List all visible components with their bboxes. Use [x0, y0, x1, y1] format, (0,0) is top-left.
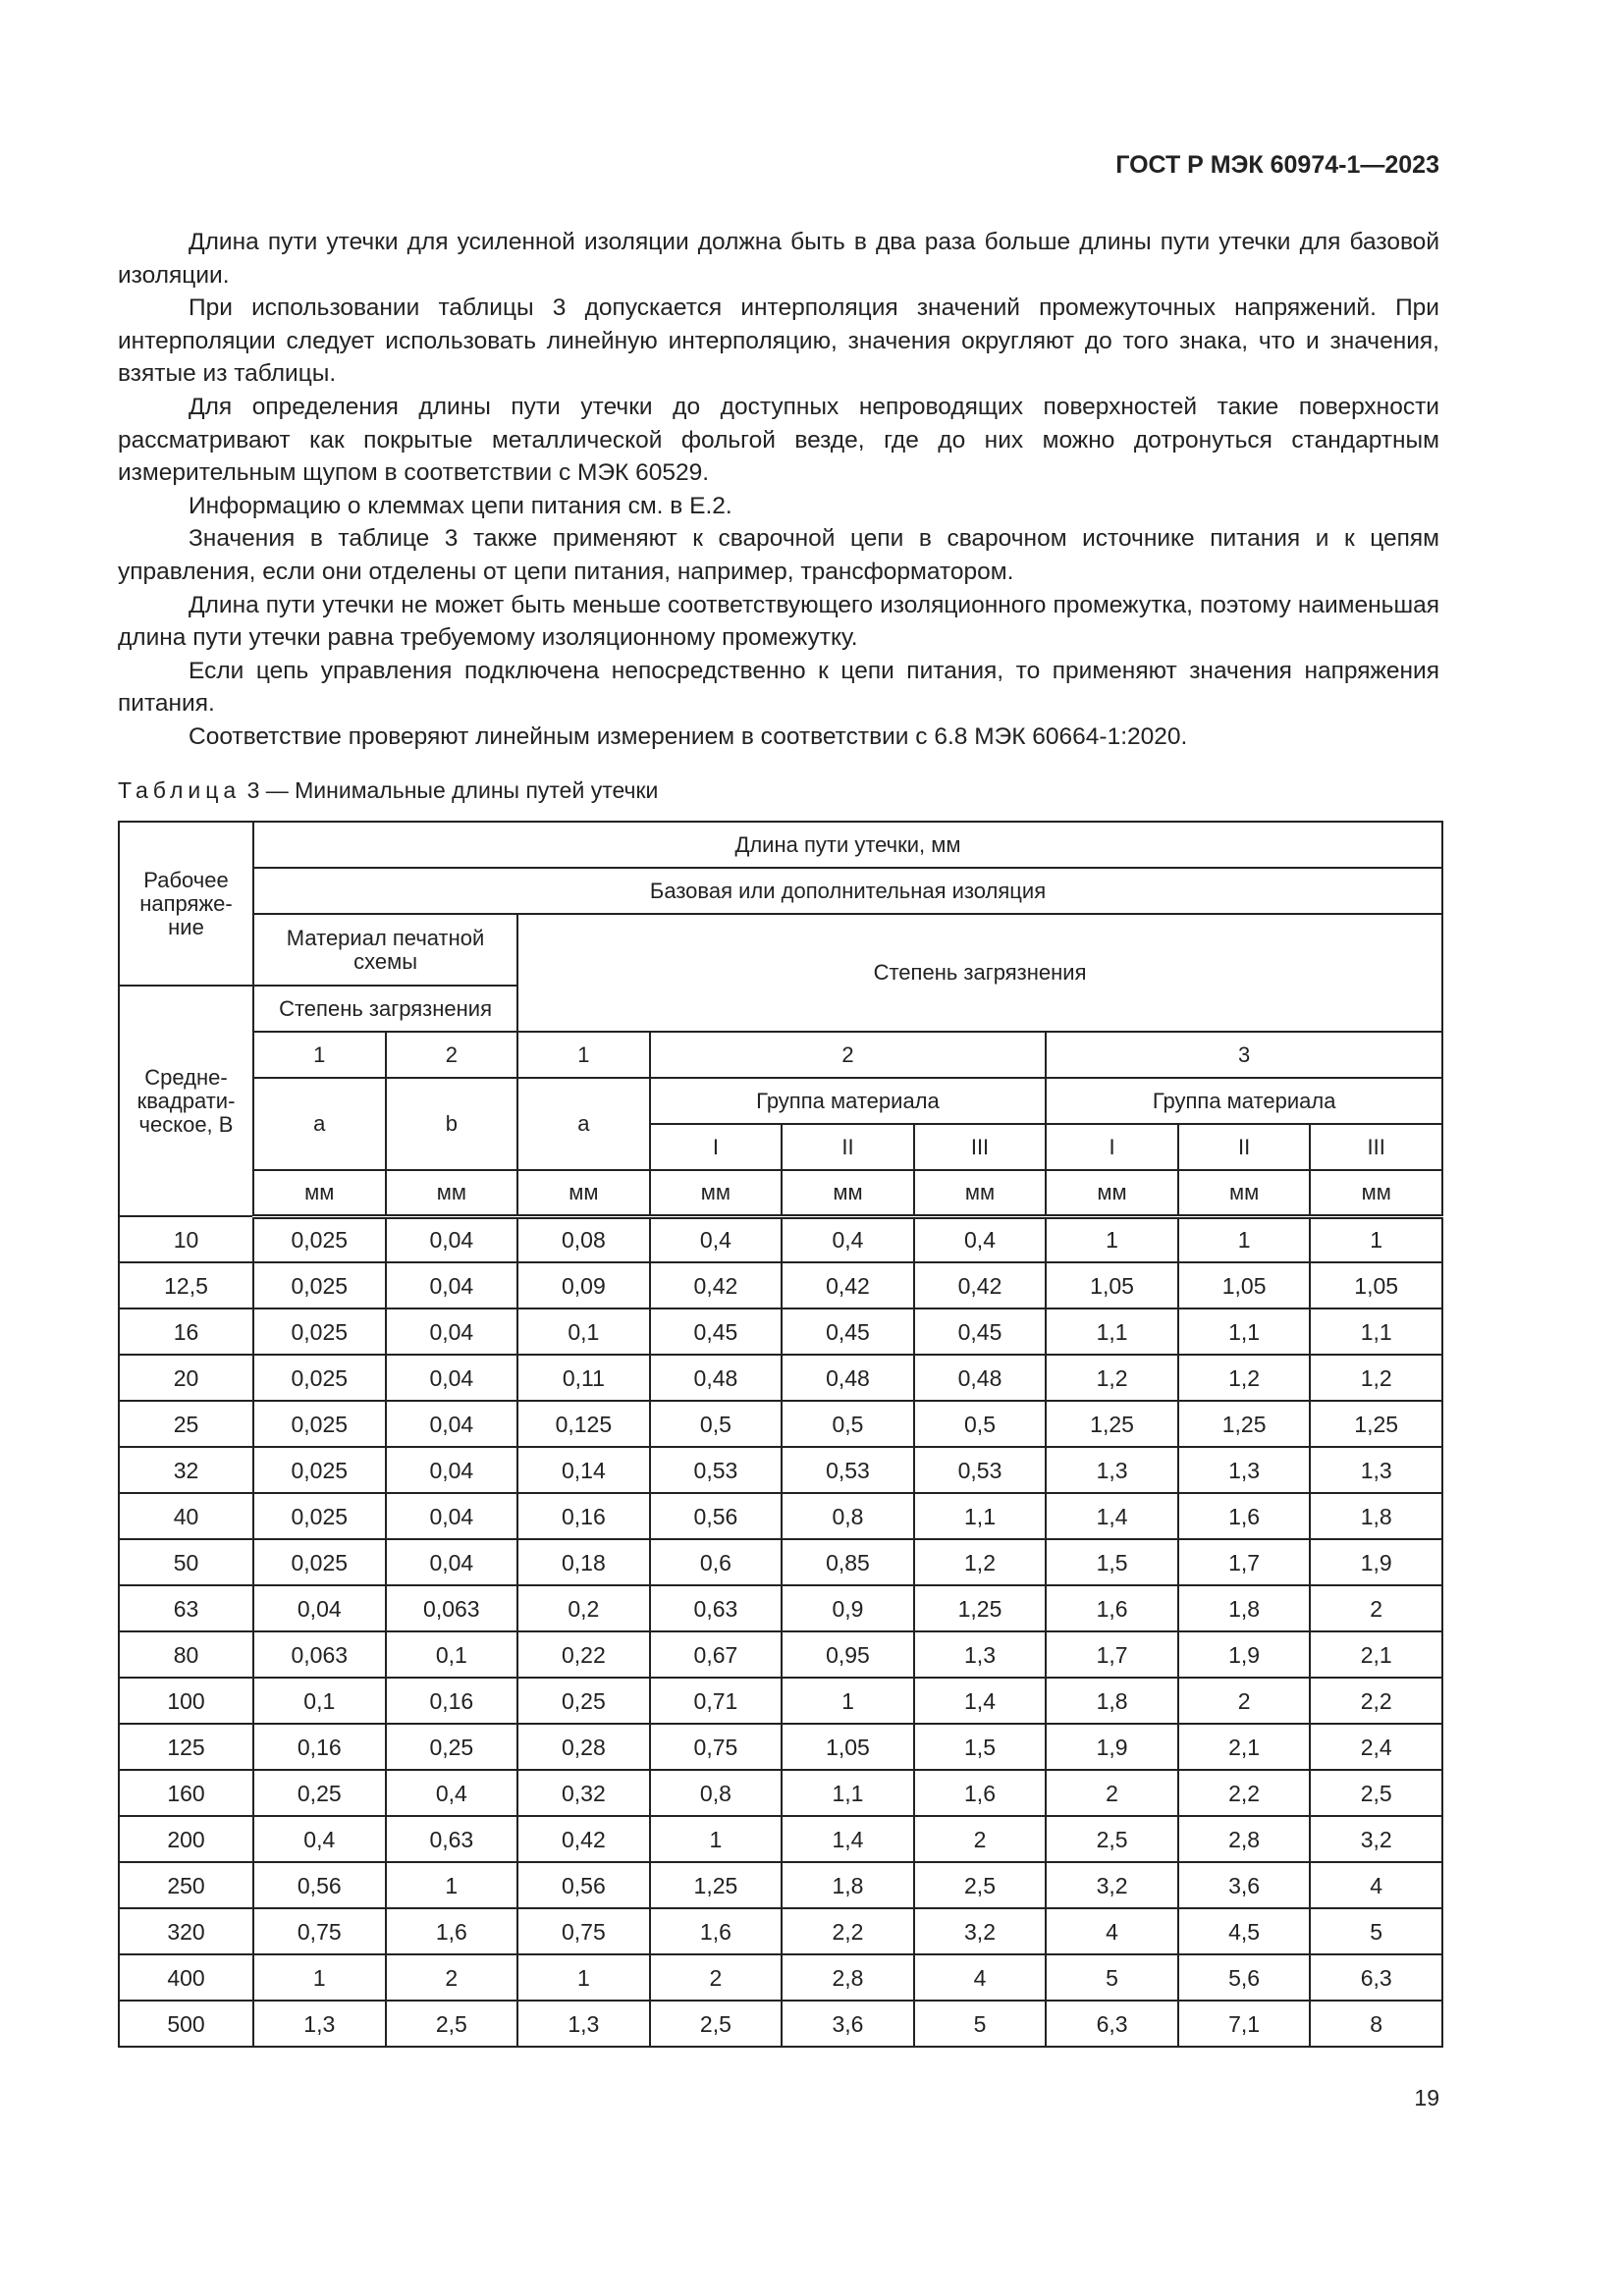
- value-cell: 2,5: [1310, 1770, 1442, 1816]
- value-cell: 1,2: [1178, 1355, 1311, 1401]
- value-cell: 1,9: [1046, 1724, 1178, 1770]
- value-cell: 0,63: [386, 1816, 518, 1862]
- header-working-voltage: Рабочее напряже-ние: [119, 822, 253, 986]
- value-cell: 0,42: [914, 1262, 1047, 1308]
- value-cell: 0,32: [517, 1770, 650, 1816]
- value-cell: 2: [1046, 1770, 1178, 1816]
- value-cell: 1,25: [650, 1862, 783, 1908]
- value-cell: 6,3: [1310, 1954, 1442, 2001]
- value-cell: 0,04: [386, 1401, 518, 1447]
- paragraph: Информацию о клеммах цепи питания см. в Е.2.: [189, 492, 732, 519]
- value-cell: 1,3: [1046, 1447, 1178, 1493]
- value-cell: 0,11: [517, 1355, 650, 1401]
- value-cell: 1: [386, 1862, 518, 1908]
- value-cell: 1,4: [1046, 1493, 1178, 1539]
- value-cell: 2: [1178, 1678, 1311, 1724]
- value-cell: 0,063: [386, 1585, 518, 1631]
- value-cell: 0,2: [517, 1585, 650, 1631]
- value-cell: 1,5: [914, 1724, 1047, 1770]
- voltage-cell: 200: [119, 1816, 253, 1862]
- value-cell: 0,75: [650, 1724, 783, 1770]
- page-number: 19: [1414, 2085, 1439, 2110]
- value-cell: 0,95: [782, 1631, 914, 1678]
- value-cell: 0,67: [650, 1631, 783, 1678]
- header-pcb-material: Материал печатной схемы: [253, 914, 517, 986]
- value-cell: 0,48: [782, 1355, 914, 1401]
- value-cell: 0,53: [914, 1447, 1047, 1493]
- value-cell: 1,8: [1046, 1678, 1178, 1724]
- voltage-cell: 12,5: [119, 1262, 253, 1308]
- value-cell: 2,2: [1310, 1678, 1442, 1724]
- body-text: [118, 226, 1439, 754]
- table-row: [119, 1724, 1442, 1770]
- value-cell: 2: [386, 1954, 518, 2001]
- voltage-cell: 320: [119, 1908, 253, 1954]
- value-cell: 1,6: [1046, 1585, 1178, 1631]
- value-cell: 0,4: [253, 1816, 386, 1862]
- value-cell: 1,1: [1046, 1308, 1178, 1355]
- value-cell: 1,3: [253, 2001, 386, 2047]
- table-row: [119, 1585, 1442, 1631]
- unit: мм: [650, 1170, 783, 1216]
- value-cell: 0,4: [914, 1216, 1047, 1262]
- value-cell: 1,9: [1178, 1631, 1311, 1678]
- value-cell: 4: [914, 1954, 1047, 2001]
- value-cell: 0,04: [386, 1493, 518, 1539]
- value-cell: 1,8: [782, 1862, 914, 1908]
- value-cell: 0,025: [253, 1493, 386, 1539]
- value-cell: 0,09: [517, 1262, 650, 1308]
- value-cell: 0,025: [253, 1216, 386, 1262]
- table-row: [119, 1539, 1442, 1585]
- value-cell: 0,5: [782, 1401, 914, 1447]
- value-cell: 0,85: [782, 1539, 914, 1585]
- value-cell: 0,025: [253, 1262, 386, 1308]
- voltage-cell: 50: [119, 1539, 253, 1585]
- value-cell: 0,04: [253, 1585, 386, 1631]
- value-cell: 2: [650, 1954, 783, 2001]
- value-cell: 3,6: [1178, 1862, 1311, 1908]
- value-cell: 2,2: [1178, 1770, 1311, 1816]
- voltage-cell: 63: [119, 1585, 253, 1631]
- unit: мм: [517, 1170, 650, 1216]
- value-cell: 1,7: [1178, 1539, 1311, 1585]
- header-row: [119, 1032, 1442, 1078]
- value-cell: 0,16: [386, 1678, 518, 1724]
- voltage-cell: 16: [119, 1308, 253, 1355]
- value-cell: 5: [914, 2001, 1047, 2047]
- value-cell: 0,4: [782, 1216, 914, 1262]
- value-cell: 1: [650, 1816, 783, 1862]
- voltage-cell: 20: [119, 1355, 253, 1401]
- value-cell: 1,05: [1310, 1262, 1442, 1308]
- header-group: I: [1046, 1124, 1178, 1170]
- value-cell: 2,2: [782, 1908, 914, 1954]
- value-cell: 1,2: [1310, 1355, 1442, 1401]
- value-cell: 1,05: [782, 1724, 914, 1770]
- value-cell: 1,7: [1046, 1631, 1178, 1678]
- value-cell: 0,75: [517, 1908, 650, 1954]
- paragraph: Длина пути утечки для усиленной изоляции должна быть в два раза больше длины пути утечки для базовой изоляции.: [118, 229, 1439, 289]
- value-cell: 0,22: [517, 1631, 650, 1678]
- table-row: [119, 1862, 1442, 1908]
- value-cell: 2,5: [650, 2001, 783, 2047]
- header-creepage-length: Длина пути утечки, мм: [253, 822, 1442, 868]
- value-cell: 1,6: [386, 1908, 518, 1954]
- value-cell: 1: [1178, 1216, 1311, 1262]
- value-cell: 6,3: [1046, 2001, 1178, 2047]
- value-cell: 2,1: [1310, 1631, 1442, 1678]
- voltage-cell: 400: [119, 1954, 253, 2001]
- value-cell: 1,3: [1310, 1447, 1442, 1493]
- value-cell: 5: [1046, 1954, 1178, 2001]
- value-cell: 0,4: [650, 1216, 783, 1262]
- value-cell: 0,14: [517, 1447, 650, 1493]
- table-row: [119, 1355, 1442, 1401]
- value-cell: 2,5: [914, 1862, 1047, 1908]
- table-row: [119, 1401, 1442, 1447]
- value-cell: 0,04: [386, 1447, 518, 1493]
- value-cell: 1,1: [1178, 1308, 1311, 1355]
- header-level: 1: [517, 1032, 650, 1078]
- header-sub: b: [386, 1078, 518, 1170]
- value-cell: 0,8: [650, 1770, 783, 1816]
- value-cell: 0,53: [782, 1447, 914, 1493]
- voltage-cell: 100: [119, 1678, 253, 1724]
- value-cell: 2,4: [1310, 1724, 1442, 1770]
- paragraph: Для определения длины пути утечки до доступных непроводящих поверхностей такие поверхности рассматривают как покрытые металлической фольгой везде, где до них можно дотронуться стандартным измерительным щупом в соответствии с МЭК 60529.: [118, 393, 1439, 487]
- header-level: 3: [1046, 1032, 1442, 1078]
- value-cell: 1,3: [914, 1631, 1047, 1678]
- value-cell: 1,6: [650, 1908, 783, 1954]
- value-cell: 5,6: [1178, 1954, 1311, 2001]
- header-group: II: [1178, 1124, 1311, 1170]
- value-cell: 1,6: [914, 1770, 1047, 1816]
- value-cell: 1,2: [914, 1539, 1047, 1585]
- table-row: [119, 1678, 1442, 1724]
- value-cell: 0,71: [650, 1678, 783, 1724]
- voltage-cell: 250: [119, 1862, 253, 1908]
- value-cell: 4,5: [1178, 1908, 1311, 1954]
- value-cell: 0,42: [782, 1262, 914, 1308]
- value-cell: 2,5: [1046, 1816, 1178, 1862]
- value-cell: 3,6: [782, 2001, 914, 2047]
- value-cell: 0,42: [650, 1262, 783, 1308]
- value-cell: 1,4: [782, 1816, 914, 1862]
- voltage-cell: 125: [119, 1724, 253, 1770]
- value-cell: 0,56: [650, 1493, 783, 1539]
- value-cell: 1: [1046, 1216, 1178, 1262]
- voltage-cell: 25: [119, 1401, 253, 1447]
- value-cell: 1,1: [1310, 1308, 1442, 1355]
- value-cell: 1,25: [914, 1585, 1047, 1631]
- unit-row: [119, 1170, 1442, 1216]
- header-level: 2: [650, 1032, 1047, 1078]
- voltage-cell: 80: [119, 1631, 253, 1678]
- value-cell: 0,04: [386, 1308, 518, 1355]
- value-cell: 0,4: [386, 1770, 518, 1816]
- value-cell: 1,1: [914, 1493, 1047, 1539]
- voltage-cell: 10: [119, 1216, 253, 1262]
- table-row: [119, 1447, 1442, 1493]
- table-row: [119, 1631, 1442, 1678]
- paragraph: Соответствие проверяют линейным измерением в соответствии с 6.8 МЭК 60664-1:2020.: [189, 722, 1188, 750]
- value-cell: 0,56: [517, 1862, 650, 1908]
- value-cell: 0,063: [253, 1631, 386, 1678]
- value-cell: 0,04: [386, 1216, 518, 1262]
- value-cell: 1,25: [1178, 1401, 1311, 1447]
- unit: мм: [253, 1170, 386, 1216]
- table-row: [119, 1770, 1442, 1816]
- value-cell: 1,05: [1178, 1262, 1311, 1308]
- value-cell: 1,2: [1046, 1355, 1178, 1401]
- value-cell: 0,45: [650, 1308, 783, 1355]
- value-cell: 1,3: [517, 2001, 650, 2047]
- value-cell: 1: [253, 1954, 386, 2001]
- header-row: [119, 868, 1442, 914]
- header-group: III: [1310, 1124, 1442, 1170]
- value-cell: 0,25: [517, 1678, 650, 1724]
- table-row: [119, 1216, 1442, 1262]
- unit: мм: [1046, 1170, 1178, 1216]
- header-group: II: [782, 1124, 914, 1170]
- header-rms: Средне-квадрати-ческое, В: [119, 986, 253, 1216]
- unit: мм: [782, 1170, 914, 1216]
- value-cell: 3,2: [1310, 1816, 1442, 1862]
- value-cell: 0,48: [914, 1355, 1047, 1401]
- header-material-group: Группа материала: [650, 1078, 1047, 1124]
- value-cell: 1,5: [1046, 1539, 1178, 1585]
- value-cell: 0,025: [253, 1355, 386, 1401]
- value-cell: 0,16: [253, 1724, 386, 1770]
- value-cell: 4: [1046, 1908, 1178, 1954]
- value-cell: 2,8: [782, 1954, 914, 2001]
- header-row: [119, 1078, 1442, 1124]
- value-cell: 3,2: [1046, 1862, 1178, 1908]
- value-cell: 0,6: [650, 1539, 783, 1585]
- value-cell: 0,1: [517, 1308, 650, 1355]
- unit: мм: [1310, 1170, 1442, 1216]
- header-sub: a: [517, 1078, 650, 1170]
- voltage-cell: 160: [119, 1770, 253, 1816]
- value-cell: 0,025: [253, 1308, 386, 1355]
- value-cell: 0,25: [386, 1724, 518, 1770]
- value-cell: 0,1: [386, 1631, 518, 1678]
- value-cell: 0,45: [914, 1308, 1047, 1355]
- header-level: 2: [386, 1032, 518, 1078]
- value-cell: 0,75: [253, 1908, 386, 1954]
- header-sub: a: [253, 1078, 386, 1170]
- paragraph: Длина пути утечки не может быть меньше соответствующего изоляционного промежутка, поэтому наименьшая длина пути утечки равна требуемому изоляционному промежутку.: [118, 591, 1439, 652]
- header-row: [119, 822, 1442, 868]
- table-row: [119, 2001, 1442, 2047]
- value-cell: 0,53: [650, 1447, 783, 1493]
- caption-text: 3 — Минимальные длины путей утечки: [246, 777, 659, 803]
- voltage-cell: 32: [119, 1447, 253, 1493]
- creepage-table: [118, 821, 1443, 2048]
- header-pcb-pollution-degree: Степень загрязнения: [253, 986, 517, 1032]
- value-cell: 0,63: [650, 1585, 783, 1631]
- value-cell: 1,05: [1046, 1262, 1178, 1308]
- value-cell: 8: [1310, 2001, 1442, 2047]
- value-cell: 0,45: [782, 1308, 914, 1355]
- value-cell: 1,25: [1310, 1401, 1442, 1447]
- value-cell: 0,5: [650, 1401, 783, 1447]
- value-cell: 1: [1310, 1216, 1442, 1262]
- header-group: I: [650, 1124, 783, 1170]
- value-cell: 0,04: [386, 1262, 518, 1308]
- paragraph: Значения в таблице 3 также применяют к сварочной цепи в сварочном источнике питания и к цепям управления, если они отделены от цепи питания, например, трансформатором.: [118, 525, 1439, 585]
- value-cell: 1,6: [1178, 1493, 1311, 1539]
- table-row: [119, 1954, 1442, 2001]
- value-cell: 1,4: [914, 1678, 1047, 1724]
- value-cell: 1,8: [1310, 1493, 1442, 1539]
- value-cell: 2,5: [386, 2001, 518, 2047]
- value-cell: 0,04: [386, 1355, 518, 1401]
- table-row: [119, 1908, 1442, 1954]
- value-cell: 0,025: [253, 1539, 386, 1585]
- header-level: 1: [253, 1032, 386, 1078]
- paragraph: Если цепь управления подключена непосредственно к цепи питания, то применяют значения напряжения питания.: [118, 657, 1439, 718]
- table-row: [119, 1308, 1442, 1355]
- value-cell: 5: [1310, 1908, 1442, 1954]
- value-cell: 1,8: [1178, 1585, 1311, 1631]
- value-cell: 1,9: [1310, 1539, 1442, 1585]
- value-cell: 0,28: [517, 1724, 650, 1770]
- value-cell: 1: [782, 1678, 914, 1724]
- header-basic-insulation: Базовая или дополнительная изоляция: [253, 868, 1442, 914]
- value-cell: 0,9: [782, 1585, 914, 1631]
- value-cell: 0,025: [253, 1401, 386, 1447]
- unit: мм: [1178, 1170, 1311, 1216]
- table-row: [119, 1262, 1442, 1308]
- unit: мм: [914, 1170, 1047, 1216]
- value-cell: 0,56: [253, 1862, 386, 1908]
- caption-label: Таблица: [118, 777, 242, 803]
- unit: мм: [386, 1170, 518, 1216]
- header-group: III: [914, 1124, 1047, 1170]
- value-cell: 7,1: [1178, 2001, 1311, 2047]
- header-pollution-degree: Степень загрязнения: [517, 914, 1442, 1032]
- value-cell: 2: [914, 1816, 1047, 1862]
- value-cell: 0,025: [253, 1447, 386, 1493]
- table-caption: [118, 777, 658, 804]
- value-cell: 4: [1310, 1862, 1442, 1908]
- value-cell: 2: [1310, 1585, 1442, 1631]
- value-cell: 2,8: [1178, 1816, 1311, 1862]
- paragraph: При использовании таблицы 3 допускается интерполяция значений промежуточных напряжений. При интерполяции следует использовать линейную интерполяцию, значения округляют до того знака, что и значения, взятые из таблицы.: [118, 294, 1439, 388]
- value-cell: 0,48: [650, 1355, 783, 1401]
- voltage-cell: 40: [119, 1493, 253, 1539]
- value-cell: 0,42: [517, 1816, 650, 1862]
- table-row: [119, 1493, 1442, 1539]
- value-cell: 1,1: [782, 1770, 914, 1816]
- value-cell: 0,5: [914, 1401, 1047, 1447]
- header-material-group: Группа материала: [1046, 1078, 1442, 1124]
- value-cell: 3,2: [914, 1908, 1047, 1954]
- value-cell: 1: [517, 1954, 650, 2001]
- voltage-cell: 500: [119, 2001, 253, 2047]
- value-cell: 0,8: [782, 1493, 914, 1539]
- value-cell: 0,04: [386, 1539, 518, 1585]
- table-row: [119, 1816, 1442, 1862]
- value-cell: 0,16: [517, 1493, 650, 1539]
- document-id: ГОСТ Р МЭК 60974-1—2023: [1115, 151, 1439, 179]
- value-cell: 0,18: [517, 1539, 650, 1585]
- header-row: [119, 914, 1442, 986]
- value-cell: 0,125: [517, 1401, 650, 1447]
- value-cell: 0,08: [517, 1216, 650, 1262]
- value-cell: 2,1: [1178, 1724, 1311, 1770]
- value-cell: 0,1: [253, 1678, 386, 1724]
- value-cell: 1,3: [1178, 1447, 1311, 1493]
- value-cell: 0,25: [253, 1770, 386, 1816]
- value-cell: 1,25: [1046, 1401, 1178, 1447]
